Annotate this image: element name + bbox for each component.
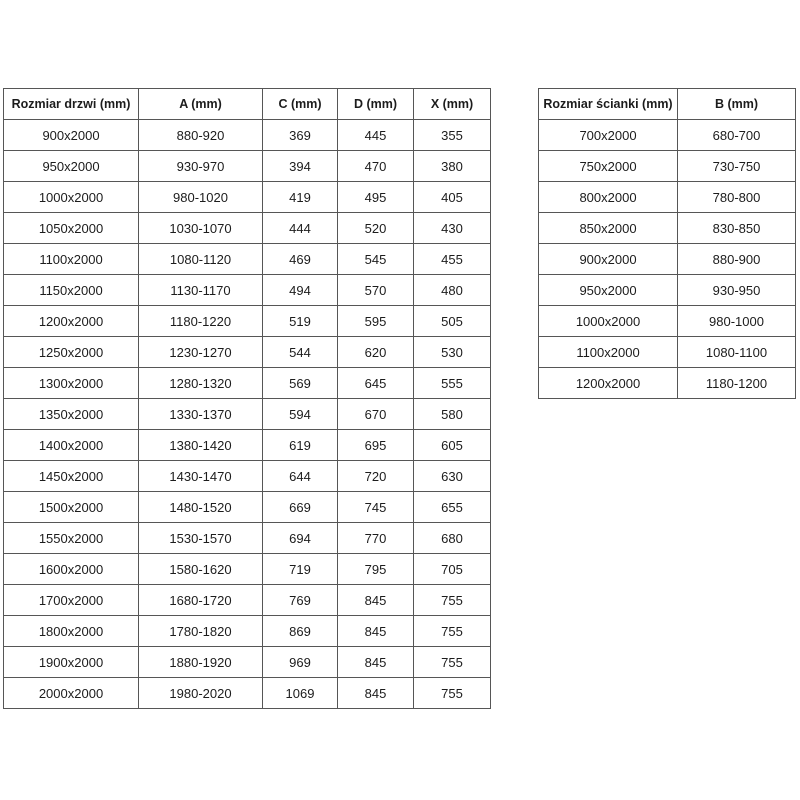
column-header: Rozmiar drzwi (mm) (4, 89, 139, 120)
table-cell: 769 (263, 585, 338, 616)
column-header: B (mm) (678, 89, 796, 120)
table-cell: 1400x2000 (4, 430, 139, 461)
table-cell: 445 (338, 120, 414, 151)
table-cell: 745 (338, 492, 414, 523)
table-cell: 480 (414, 275, 491, 306)
wall-size-table-container (538, 88, 795, 399)
table-cell: 530 (414, 337, 491, 368)
table-cell: 1600x2000 (4, 554, 139, 585)
table-cell: 669 (263, 492, 338, 523)
table-cell: 1900x2000 (4, 647, 139, 678)
column-header: X (mm) (414, 89, 491, 120)
table-cell: 1880-1920 (139, 647, 263, 678)
table-cell: 405 (414, 182, 491, 213)
table-cell: 1380-1420 (139, 430, 263, 461)
table-row (4, 306, 491, 337)
table-row (4, 461, 491, 492)
table-cell: 494 (263, 275, 338, 306)
table-row (539, 306, 796, 337)
table-cell: 470 (338, 151, 414, 182)
table-cell: 555 (414, 368, 491, 399)
table-cell: 1180-1200 (678, 368, 796, 399)
table-row (539, 151, 796, 182)
table-cell: 900x2000 (539, 244, 678, 275)
column-header: A (mm) (139, 89, 263, 120)
table-row (539, 337, 796, 368)
table-row (539, 275, 796, 306)
table-cell: 545 (338, 244, 414, 275)
table-cell: 505 (414, 306, 491, 337)
table-cell: 1980-2020 (139, 678, 263, 709)
table-row (4, 616, 491, 647)
table-cell: 980-1000 (678, 306, 796, 337)
table-row (4, 523, 491, 554)
table-row (539, 213, 796, 244)
table-cell: 1000x2000 (4, 182, 139, 213)
table-cell: 620 (338, 337, 414, 368)
table-cell: 355 (414, 120, 491, 151)
table-cell: 1200x2000 (4, 306, 139, 337)
table-cell: 1130-1170 (139, 275, 263, 306)
table-cell: 680 (414, 523, 491, 554)
table-cell: 1550x2000 (4, 523, 139, 554)
table-row (539, 244, 796, 275)
door-size-table-container (3, 88, 490, 709)
table-cell: 695 (338, 430, 414, 461)
door-table-header-row (4, 89, 491, 120)
table-row (539, 368, 796, 399)
table-cell: 645 (338, 368, 414, 399)
table-row (539, 182, 796, 213)
table-row (4, 337, 491, 368)
table-cell: 845 (338, 647, 414, 678)
table-cell: 1230-1270 (139, 337, 263, 368)
table-cell: 1450x2000 (4, 461, 139, 492)
table-cell: 720 (338, 461, 414, 492)
table-cell: 519 (263, 306, 338, 337)
table-cell: 520 (338, 213, 414, 244)
table-cell: 850x2000 (539, 213, 678, 244)
table-cell: 1680-1720 (139, 585, 263, 616)
table-cell: 455 (414, 244, 491, 275)
table-cell: 770 (338, 523, 414, 554)
table-cell: 1700x2000 (4, 585, 139, 616)
table-cell: 1800x2000 (4, 616, 139, 647)
table-cell: 1200x2000 (539, 368, 678, 399)
table-cell: 880-900 (678, 244, 796, 275)
table-cell: 1780-1820 (139, 616, 263, 647)
table-cell: 1180-1220 (139, 306, 263, 337)
table-row (4, 647, 491, 678)
table-cell: 1330-1370 (139, 399, 263, 430)
table-cell: 544 (263, 337, 338, 368)
table-cell: 430 (414, 213, 491, 244)
table-cell: 845 (338, 678, 414, 709)
table-cell: 705 (414, 554, 491, 585)
table-cell: 969 (263, 647, 338, 678)
table-cell: 570 (338, 275, 414, 306)
table-cell: 630 (414, 461, 491, 492)
table-cell: 619 (263, 430, 338, 461)
table-cell: 755 (414, 585, 491, 616)
table-cell: 930-950 (678, 275, 796, 306)
table-cell: 1500x2000 (4, 492, 139, 523)
table-cell: 1050x2000 (4, 213, 139, 244)
table-cell: 569 (263, 368, 338, 399)
table-cell: 1430-1470 (139, 461, 263, 492)
table-cell: 680-700 (678, 120, 796, 151)
table-cell: 1580-1620 (139, 554, 263, 585)
table-cell: 755 (414, 647, 491, 678)
table-row (4, 151, 491, 182)
table-row (4, 430, 491, 461)
table-cell: 605 (414, 430, 491, 461)
door-size-table (3, 88, 491, 709)
wall-size-table (538, 88, 796, 399)
table-cell: 700x2000 (539, 120, 678, 151)
table-cell: 394 (263, 151, 338, 182)
table-cell: 469 (263, 244, 338, 275)
table-cell: 1150x2000 (4, 275, 139, 306)
table-cell: 670 (338, 399, 414, 430)
table-cell: 950x2000 (4, 151, 139, 182)
column-header: C (mm) (263, 89, 338, 120)
table-cell: 595 (338, 306, 414, 337)
table-cell: 845 (338, 616, 414, 647)
table-cell: 1080-1120 (139, 244, 263, 275)
table-cell: 1350x2000 (4, 399, 139, 430)
table-cell: 694 (263, 523, 338, 554)
table-cell: 780-800 (678, 182, 796, 213)
table-cell: 730-750 (678, 151, 796, 182)
table-cell: 580 (414, 399, 491, 430)
table-cell: 930-970 (139, 151, 263, 182)
table-row (4, 585, 491, 616)
table-row (4, 182, 491, 213)
table-cell: 830-850 (678, 213, 796, 244)
table-cell: 755 (414, 616, 491, 647)
table-row (539, 120, 796, 151)
table-cell: 1000x2000 (539, 306, 678, 337)
table-row (4, 275, 491, 306)
table-row (4, 492, 491, 523)
table-cell: 2000x2000 (4, 678, 139, 709)
table-row (4, 368, 491, 399)
table-row (4, 399, 491, 430)
table-cell: 800x2000 (539, 182, 678, 213)
table-row (4, 213, 491, 244)
table-cell: 719 (263, 554, 338, 585)
table-row (4, 554, 491, 585)
table-cell: 369 (263, 120, 338, 151)
column-header: Rozmiar ścianki (mm) (539, 89, 678, 120)
table-cell: 795 (338, 554, 414, 585)
table-cell: 750x2000 (539, 151, 678, 182)
table-cell: 594 (263, 399, 338, 430)
table-cell: 1080-1100 (678, 337, 796, 368)
table-cell: 1480-1520 (139, 492, 263, 523)
table-cell: 900x2000 (4, 120, 139, 151)
table-cell: 444 (263, 213, 338, 244)
table-cell: 1100x2000 (539, 337, 678, 368)
column-header: D (mm) (338, 89, 414, 120)
table-cell: 380 (414, 151, 491, 182)
table-cell: 1100x2000 (4, 244, 139, 275)
table-cell: 1030-1070 (139, 213, 263, 244)
table-cell: 1530-1570 (139, 523, 263, 554)
table-cell: 980-1020 (139, 182, 263, 213)
table-cell: 845 (338, 585, 414, 616)
table-cell: 869 (263, 616, 338, 647)
table-row (4, 120, 491, 151)
table-row (4, 678, 491, 709)
table-row (4, 244, 491, 275)
wall-table-header-row (539, 89, 796, 120)
table-cell: 755 (414, 678, 491, 709)
table-cell: 880-920 (139, 120, 263, 151)
table-cell: 1069 (263, 678, 338, 709)
table-cell: 1280-1320 (139, 368, 263, 399)
table-cell: 1250x2000 (4, 337, 139, 368)
table-cell: 419 (263, 182, 338, 213)
table-cell: 655 (414, 492, 491, 523)
table-cell: 1300x2000 (4, 368, 139, 399)
table-cell: 950x2000 (539, 275, 678, 306)
table-cell: 644 (263, 461, 338, 492)
table-cell: 495 (338, 182, 414, 213)
